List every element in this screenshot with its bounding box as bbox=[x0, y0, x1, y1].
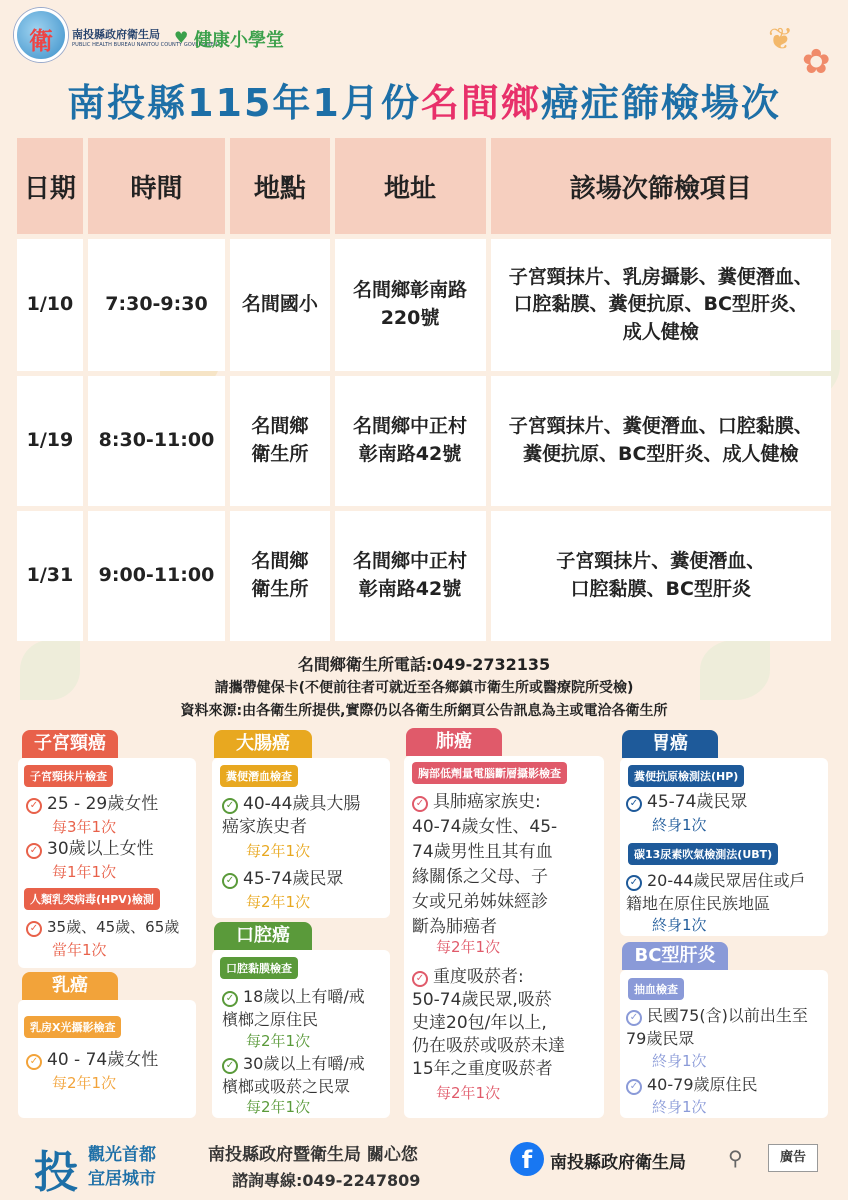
health-bureau-logo: 衛 bbox=[14, 8, 68, 62]
check-icon: ✓ bbox=[26, 921, 42, 937]
freq: 每3年1次 bbox=[52, 818, 117, 836]
check-icon: ✓ bbox=[626, 1079, 642, 1095]
bring-card-line: 請攜帶健保卡(不便前往者可就近至各鄉鎮市衛生所或醫療院所受檢) bbox=[214, 680, 634, 696]
cell-address: 名間鄉中正村 彰南路42號 bbox=[335, 376, 486, 506]
slogan-line2: 宜居城市 bbox=[88, 1169, 156, 1189]
check-icon: ✓ bbox=[412, 971, 428, 987]
card-tab-hepatitis: BC型肝炎 bbox=[622, 942, 728, 970]
schedule-table bbox=[12, 133, 836, 646]
table-row bbox=[17, 376, 831, 506]
item: ✓ 45-74歲民眾 bbox=[626, 791, 747, 814]
org-name: 南投縣政府衛生局 bbox=[72, 28, 160, 41]
item: ✓ 45-74歲民眾 bbox=[222, 868, 343, 891]
cell-address: 名間鄉彰南路 220號 bbox=[335, 239, 486, 371]
sub-cervical-pap: 子宮頸抹片檢查 bbox=[24, 765, 113, 787]
item: ✓ 40-79歲原住民 bbox=[626, 1073, 758, 1096]
check-icon: ✓ bbox=[26, 1054, 42, 1070]
item: ✓ 20-44歲民眾居住或戶 籍地在原住民族地區 bbox=[626, 871, 806, 913]
item: ✓ 30歲以上女性 bbox=[26, 838, 154, 861]
freq: 每2年1次 bbox=[436, 1084, 501, 1102]
check-icon: ✓ bbox=[222, 873, 238, 889]
card-tab-stomach: 胃癌 bbox=[622, 730, 718, 758]
freq: 每1年1次 bbox=[52, 863, 117, 881]
freq: 終身1次 bbox=[652, 1098, 707, 1116]
butterfly-icon: ✿ bbox=[802, 42, 831, 82]
org-name-en: PUBLIC HEALTH BUREAU NANTOU COUNTY GOVERNMENT bbox=[72, 42, 221, 48]
item: ✓ 30歲以上有嚼/戒 檳榔或吸菸之民眾 bbox=[222, 1054, 365, 1096]
sub-stomach-hp: 糞便抗原檢測法(HP) bbox=[628, 765, 744, 787]
check-icon: ✓ bbox=[626, 796, 642, 812]
card-tab-colon: 大腸癌 bbox=[214, 730, 312, 758]
item: ✓ 具肺癌家族史: 40-74歲女性、45- 74歲男性且其有血 緣關係之父母、子 女或兄弟姊妹經診 斷為肺癌者 bbox=[412, 792, 558, 937]
facebook-icon[interactable]: f bbox=[510, 1142, 544, 1176]
freq: 終身1次 bbox=[652, 1052, 707, 1070]
title-part2: 癌症篩檢場次 bbox=[540, 81, 781, 125]
ad-badge: 廣告 bbox=[768, 1144, 818, 1172]
item: ✓ 25 - 29歲女性 bbox=[26, 793, 158, 816]
sub-colon-fobt: 糞便潛血檢查 bbox=[220, 765, 298, 787]
freq: 每2年1次 bbox=[246, 1032, 311, 1050]
card-tab-breast: 乳癌 bbox=[22, 972, 118, 1000]
card-tab-lung: 肺癌 bbox=[406, 728, 502, 756]
check-icon: ✓ bbox=[222, 1058, 238, 1074]
table-row bbox=[17, 511, 831, 641]
fb-page-name[interactable]: 南投縣政府衛生局 bbox=[550, 1153, 686, 1173]
item: ✓ 40 - 74歲女性 bbox=[26, 1049, 158, 1072]
care-text: 南投縣政府暨衛生局 關心您 bbox=[208, 1145, 418, 1165]
freq: 終身1次 bbox=[652, 916, 707, 934]
cell-place: 名間鄉 衛生所 bbox=[230, 511, 329, 641]
check-icon: ✓ bbox=[26, 843, 42, 859]
sub-cervical-hpv: 人類乳突病毒(HPV)檢測 bbox=[24, 888, 160, 910]
cell-address: 名間鄉中正村 彰南路42號 bbox=[335, 511, 486, 641]
cell-time: 7:30-9:30 bbox=[88, 239, 225, 371]
item: ✓ 重度吸菸者: 50-74歲民眾,吸菸 史達20包/年以上, 仍在吸菸或吸菸未達 15年之重度吸菸者 bbox=[412, 967, 565, 1079]
cell-place: 名間鄉 衛生所 bbox=[230, 376, 329, 506]
freq: 每2年1次 bbox=[52, 1074, 117, 1092]
title-part1: 南投縣115年1月份 bbox=[67, 81, 421, 125]
check-icon: ✓ bbox=[412, 796, 428, 812]
header-time: 時間 bbox=[88, 138, 225, 234]
cell-items: 子宮頸抹片、乳房攝影、糞便潛血、 口腔黏膜、糞便抗原、BC型肝炎、 成人健檢 bbox=[491, 239, 831, 371]
butterfly-icon: ❦ bbox=[768, 22, 794, 57]
heart-leaf-icon: ♥ bbox=[174, 28, 189, 47]
cell-time: 8:30-11:00 bbox=[88, 376, 225, 506]
header bbox=[14, 8, 834, 68]
source-line: 資料來源:由各衛生所提供,實際仍以各衛生所網頁公告訊息為主或電洽各衛生所 bbox=[180, 703, 668, 719]
sub-lung-ldct: 胸部低劑量電腦斷層攝影檢查 bbox=[412, 762, 567, 784]
tou-logo: 投 bbox=[34, 1147, 78, 1198]
school-name: 健康小學堂 bbox=[194, 30, 284, 51]
sub-breast-xray: 乳房X光攝影檢查 bbox=[24, 1016, 121, 1038]
sub-oral-exam: 口腔黏膜檢查 bbox=[220, 957, 298, 979]
card-tab-cervical: 子宮頸癌 bbox=[22, 730, 118, 758]
cell-items: 子宮頸抹片、糞便潛血、 口腔黏膜、BC型肝炎 bbox=[491, 511, 831, 641]
header-address: 地址 bbox=[335, 138, 486, 234]
cell-items: 子宮頸抹片、糞便潛血、口腔黏膜、 糞便抗原、BC型肝炎、成人健檢 bbox=[491, 376, 831, 506]
freq: 每2年1次 bbox=[246, 1098, 311, 1116]
sub-hepatitis-blood: 抽血檢查 bbox=[628, 978, 684, 1000]
item: ✓ 民國75(含)以前出生至 79歲民眾 bbox=[626, 1006, 808, 1048]
hotline-text: 諮詢專線:049-2247809 bbox=[232, 1171, 421, 1190]
search-icon[interactable]: ⚲ bbox=[728, 1146, 743, 1170]
card-tab-oral: 口腔癌 bbox=[214, 922, 312, 950]
check-icon: ✓ bbox=[26, 798, 42, 814]
table-row bbox=[17, 239, 831, 371]
check-icon: ✓ bbox=[626, 1010, 642, 1026]
header-items: 該場次篩檢項目 bbox=[491, 138, 831, 234]
item: ✓ 18歲以上有嚼/戒 檳榔之原住民 bbox=[222, 987, 365, 1029]
item: ✓ 40-44歲具大腸 癌家族史者 bbox=[222, 794, 361, 837]
cell-place: 名間國小 bbox=[230, 239, 329, 371]
sub-stomach-ubt: 碳13尿素吹氣檢測法(UBT) bbox=[628, 843, 778, 865]
freq: 每2年1次 bbox=[246, 893, 311, 911]
cell-date: 1/19 bbox=[17, 376, 83, 506]
check-icon: ✓ bbox=[222, 798, 238, 814]
item: ✓ 35歲、45歲、65歲 bbox=[26, 916, 179, 939]
page-title bbox=[0, 72, 848, 127]
cell-time: 9:00-11:00 bbox=[88, 511, 225, 641]
check-icon: ✓ bbox=[222, 991, 238, 1007]
freq: 終身1次 bbox=[652, 816, 707, 834]
header-date: 日期 bbox=[17, 138, 83, 234]
header-place: 地點 bbox=[230, 138, 329, 234]
freq: 當年1次 bbox=[52, 941, 107, 959]
phone-line: 名間鄉衛生所電話:049-2732135 bbox=[297, 655, 551, 674]
freq: 每2年1次 bbox=[436, 938, 501, 956]
cell-date: 1/31 bbox=[17, 511, 83, 641]
table-header-row bbox=[17, 138, 831, 234]
freq: 每2年1次 bbox=[246, 842, 311, 860]
check-icon: ✓ bbox=[626, 875, 642, 891]
title-highlight: 名間鄉 bbox=[420, 81, 541, 125]
slogan-line1: 觀光首都 bbox=[88, 1145, 156, 1165]
cell-date: 1/10 bbox=[17, 239, 83, 371]
